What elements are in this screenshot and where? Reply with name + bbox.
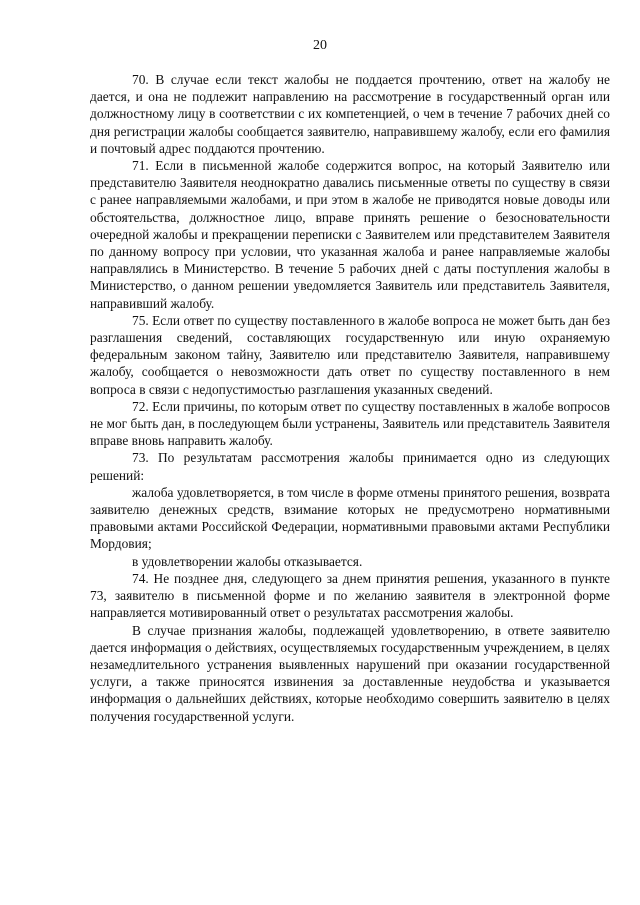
paragraph-72: 72. Если причины, по которым ответ по существу поставленных в жалобе вопросов не мог быть дан, в последующем были устранены, Заявитель или представитель Заявителя вправе вновь направить жалобу. <box>90 398 610 449</box>
paragraph-75: 75. Если ответ по существу поставленного в жалобе вопроса не может быть дан без разглашения сведений, составляющих государственную или иную охраняемую федеральным законом тайну, Заявителю или представителю Заявителя, направившему жалобу, сообщается о невозможности дать ответ по существу поставленного в нем вопроса в связи с недопустимостью разглашения указанных сведений. <box>90 312 610 397</box>
paragraph-73-option-1: жалоба удовлетворяется, в том числе в форме отмены принятого решения, возврата заявителю денежных средств, взимание которых не предусмотрено нормативными правовыми актами Российской Федерации, нормативными правовыми актами Республики Мордовия; <box>90 484 610 552</box>
document-body <box>90 71 610 725</box>
paragraph-71: 71. Если в письменной жалобе содержится вопрос, на который Заявителю или представителю Заявителя неоднократно давались письменные ответы по существу в связи с ранее направляемыми жалобами, и при этом в жалобе не приводятся новые доводы или обстоятельства, должностное лицо, вправе принять решение о безосновательности очередной жалобы и прекращении переписки с Заявителем или представителем Заявителя по данному вопросу при условии, что указанная жалоба и ранее направляемые жалобы направлялись в Министерство. В течение 5 рабочих дней с даты поступления жалобы в Министерство, о данном решении уведомляется Заявитель или представитель Заявителя, направивший жалобу. <box>90 158 610 311</box>
page-number: 20 <box>313 38 327 53</box>
paragraph-73-option-2: в удовлетворении жалобы отказывается. <box>132 553 363 569</box>
paragraph-70: 70. В случае если текст жалобы не поддается прочтению, ответ на жалобу не дается, и она не подлежит направлению на рассмотрение в государственный орган или должностному лицу в соответствии с их компетенцией, о чем в течение 7 рабочих дней со дня регистрации жалобы сообщается заявителю, направившему жалобу, если его фамилия и почтовый адрес поддаются прочтению. <box>90 72 610 156</box>
paragraph-73: 73. По результатам рассмотрения жалобы принимается одно из следующих решений: <box>90 450 610 483</box>
paragraph-74: 74. Не позднее дня, следующего за днем принятия решения, указанного в пункте 73, заявителю в письменной форме и по желанию заявителя в электронной форме направляется мотивированный ответ о результатах рассмотрения жалобы. <box>90 570 610 621</box>
paragraph-74-continued: В случае признания жалобы, подлежащей удовлетворению, в ответе заявителю дается информация о действиях, осуществляемых государственным учреждением, в целях незамедлительного устранения выявленных нарушений при оказании государственной услуги, а также приносятся извинения за доставленные неудобства и указывается информация о дальнейших действиях, которые необходимо совершить заявителю в целях получения государственной услуги. <box>90 622 610 724</box>
